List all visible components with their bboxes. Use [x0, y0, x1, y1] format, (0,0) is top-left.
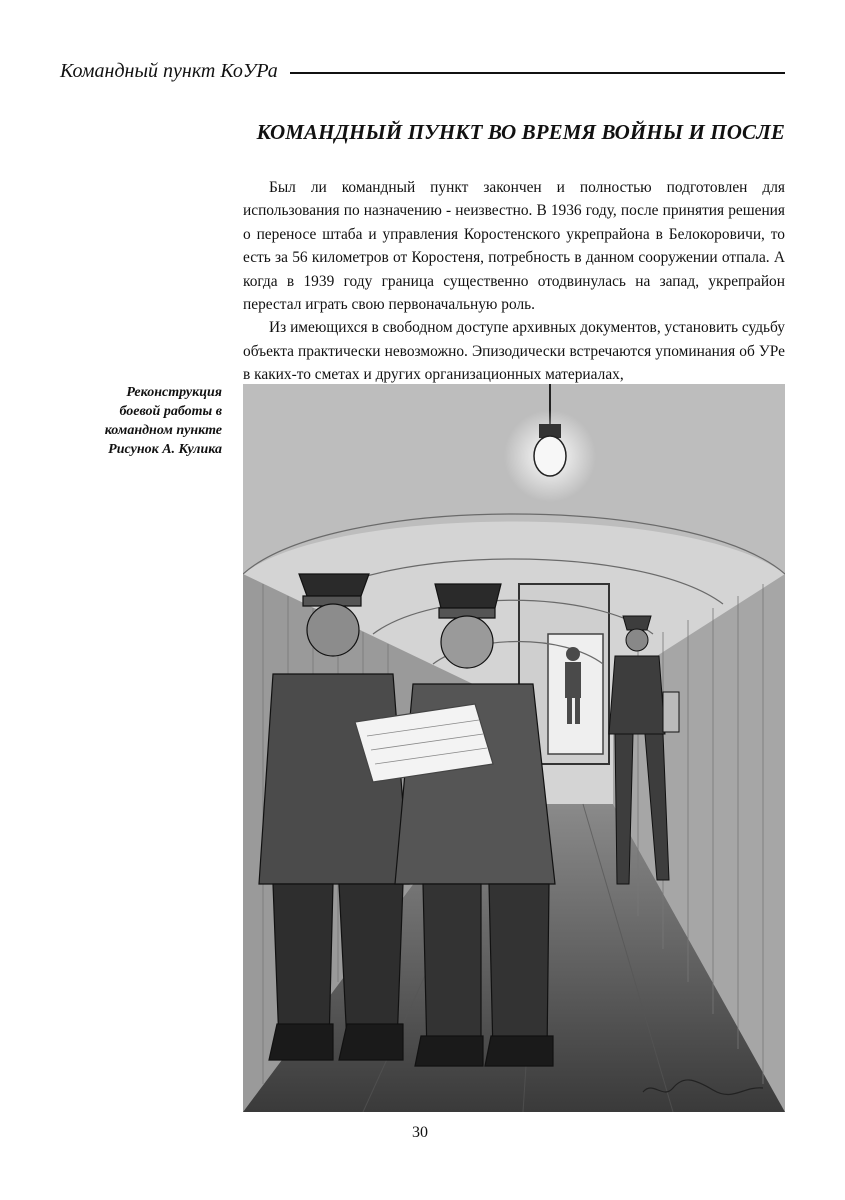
- running-header: [60, 56, 785, 86]
- caption-line: командном пункте: [104, 423, 222, 438]
- body-text: [243, 176, 785, 387]
- paragraph: Был ли командный пункт закончен и полностью подготовлен для использования по назначению - неизвестно. В 1936 году, после принятия решения о переносе штаба и управления Коростенского укрепрайона в Белокоровичи, то есть за 56 километров от Коростеня, потребность в данном сооружении отпала. А когда в 1939 году граница существенно отодвинулась на запад, укрепрайон перестал играть свою первоначальную роль.: [243, 179, 785, 314]
- pencil-drawing-illustration: [243, 384, 785, 1112]
- caption-line: Реконструкция: [126, 385, 222, 400]
- section-title: КОМАНДНЫЙ ПУНКТ ВО ВРЕМЯ ВОЙНЫ И ПОСЛЕ: [256, 120, 785, 144]
- paragraph: Из имеющихся в свободном доступе архивных документов, установить судьбу объекта практически невозможно. Эпизодически встречаются упоминания об УРе в каких-то сметах и других организационных материалах,: [243, 319, 785, 384]
- running-title: Командный пункт КоУРа: [60, 59, 278, 82]
- figure-caption: [60, 383, 222, 459]
- page-number: 30: [412, 1124, 428, 1141]
- header-rule: [290, 72, 785, 74]
- caption-line: Рисунок А. Кулика: [108, 442, 222, 457]
- caption-line: боевой работы в: [119, 404, 222, 419]
